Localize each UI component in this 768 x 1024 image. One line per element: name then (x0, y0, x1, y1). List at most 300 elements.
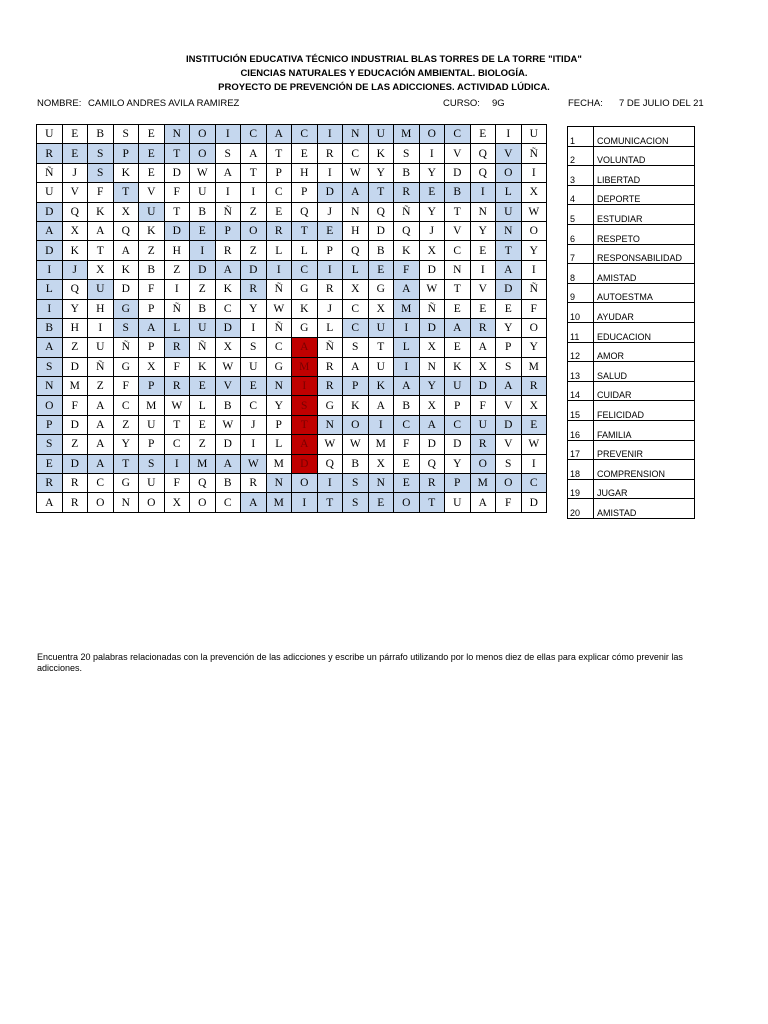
grid-cell: P (496, 338, 522, 357)
word-number: 10 (568, 303, 594, 323)
grid-cell: Y (496, 318, 522, 337)
grid-cell: V (445, 221, 471, 240)
word-number: 20 (568, 499, 594, 519)
grid-cell: X (521, 183, 547, 202)
grid-cell: A (241, 493, 267, 512)
grid-cell: K (368, 144, 394, 163)
grid-cell: I (215, 183, 241, 202)
grid-cell: Y (113, 435, 139, 454)
word-list-item (568, 342, 695, 362)
grid-cell: L (190, 396, 216, 415)
grid-cell: Ñ (394, 202, 420, 221)
grid-cell: W (521, 435, 547, 454)
grid-cell: A (394, 280, 420, 299)
grid-cell: Y (266, 396, 292, 415)
grid-cell: A (215, 163, 241, 182)
grid-row (37, 280, 547, 299)
word-list-item (568, 224, 695, 244)
grid-cell: M (368, 435, 394, 454)
grid-cell: O (343, 415, 369, 434)
grid-row (37, 125, 547, 144)
grid-cell: W (241, 454, 267, 473)
grid-cell: S (496, 357, 522, 376)
grid-cell: V (139, 183, 165, 202)
grid-cell: U (521, 125, 547, 144)
word-number: 11 (568, 322, 594, 342)
grid-cell: A (88, 221, 114, 240)
grid-cell: P (139, 435, 165, 454)
grid-cell: T (368, 183, 394, 202)
grid-cell: I (419, 144, 445, 163)
grid-cell: L (343, 260, 369, 279)
grid-cell: E (445, 299, 471, 318)
grid-cell: E (445, 338, 471, 357)
grid-cell: R (37, 474, 63, 493)
word-text: SALUD (594, 362, 695, 382)
grid-row (37, 377, 547, 396)
word-number: 15 (568, 401, 594, 421)
grid-cell: Q (317, 454, 343, 473)
grid-cell: F (62, 396, 88, 415)
grid-cell: I (521, 454, 547, 473)
grid-cell: U (88, 280, 114, 299)
word-list-item (568, 322, 695, 342)
grid-cell: C (215, 493, 241, 512)
grid-cell: U (88, 338, 114, 357)
grid-cell: E (368, 260, 394, 279)
word-search-grid (36, 124, 547, 513)
grid-cell: S (215, 144, 241, 163)
grid-cell: I (292, 377, 318, 396)
grid-cell: A (37, 221, 63, 240)
grid-cell: B (394, 396, 420, 415)
grid-cell: P (266, 415, 292, 434)
grid-cell: T (88, 241, 114, 260)
grid-cell: C (88, 474, 114, 493)
grid-cell: M (394, 125, 420, 144)
grid-cell: R (215, 241, 241, 260)
grid-cell: H (164, 241, 190, 260)
grid-cell: I (521, 260, 547, 279)
grid-cell: D (445, 435, 471, 454)
word-text: RESPONSABILIDAD (594, 244, 695, 264)
grid-cell: U (470, 415, 496, 434)
word-list-item (568, 283, 695, 303)
grid-cell: P (215, 221, 241, 240)
grid-cell: X (343, 280, 369, 299)
grid-cell: A (88, 396, 114, 415)
grid-cell: U (37, 125, 63, 144)
grid-cell: E (292, 144, 318, 163)
grid-cell: B (37, 318, 63, 337)
grid-cell: R (241, 474, 267, 493)
grid-cell: X (521, 396, 547, 415)
grid-cell: D (521, 493, 547, 512)
grid-cell: O (139, 493, 165, 512)
grid-cell: U (190, 318, 216, 337)
grid-cell: W (190, 163, 216, 182)
grid-cell: O (190, 125, 216, 144)
grid-cell: Y (419, 377, 445, 396)
grid-cell: D (164, 221, 190, 240)
grid-cell: S (343, 493, 369, 512)
grid-cell: X (139, 357, 165, 376)
word-list-item (568, 460, 695, 480)
grid-cell: Y (368, 163, 394, 182)
grid-cell: Y (521, 338, 547, 357)
grid-cell: A (37, 493, 63, 512)
grid-cell: O (496, 474, 522, 493)
grid-cell: X (62, 221, 88, 240)
grid-cell: C (292, 260, 318, 279)
grid-cell: I (241, 318, 267, 337)
grid-cell: A (394, 377, 420, 396)
grid-cell: F (113, 377, 139, 396)
grid-cell: F (394, 435, 420, 454)
grid-cell: A (215, 454, 241, 473)
grid-cell: E (394, 474, 420, 493)
grid-cell: U (37, 183, 63, 202)
grid-cell: I (88, 318, 114, 337)
grid-cell: R (62, 493, 88, 512)
word-text: AMISTAD (594, 499, 695, 519)
grid-cell: N (419, 357, 445, 376)
grid-cell: S (241, 338, 267, 357)
grid-row (37, 241, 547, 260)
grid-cell: N (113, 493, 139, 512)
grid-cell: T (266, 144, 292, 163)
grid-cell: I (164, 280, 190, 299)
grid-cell: L (394, 338, 420, 357)
grid-cell: R (317, 144, 343, 163)
grid-row (37, 260, 547, 279)
grid-cell: F (521, 299, 547, 318)
grid-cell: S (37, 357, 63, 376)
grid-cell: E (62, 144, 88, 163)
grid-cell: L (37, 280, 63, 299)
grid-cell: M (62, 377, 88, 396)
grid-row (37, 474, 547, 493)
grid-cell: J (62, 163, 88, 182)
grid-cell: A (88, 454, 114, 473)
grid-cell: A (496, 260, 522, 279)
grid-cell: D (368, 221, 394, 240)
grid-cell: H (343, 221, 369, 240)
grid-cell: E (190, 415, 216, 434)
word-number: 2 (568, 146, 594, 166)
grid-cell: G (113, 474, 139, 493)
grid-cell: I (317, 474, 343, 493)
grid-cell: A (292, 435, 318, 454)
grid-cell: S (292, 396, 318, 415)
grid-cell: N (343, 202, 369, 221)
grid-cell: E (521, 415, 547, 434)
grid-cell: X (368, 454, 394, 473)
grid-cell: V (62, 183, 88, 202)
grid-cell: G (113, 357, 139, 376)
grid-cell: A (470, 338, 496, 357)
grid-row (37, 493, 547, 512)
word-list-item (568, 166, 695, 186)
grid-cell: Q (343, 241, 369, 260)
grid-cell: X (164, 493, 190, 512)
grid-cell: I (164, 454, 190, 473)
grid-cell: I (241, 183, 267, 202)
grid-cell: C (113, 396, 139, 415)
date-value: 7 DE JULIO DEL 21 (619, 98, 704, 109)
grid-cell: Ñ (521, 280, 547, 299)
grid-cell: R (241, 280, 267, 299)
grid-cell: I (37, 299, 63, 318)
grid-cell: S (88, 163, 114, 182)
grid-cell: T (496, 241, 522, 260)
grid-cell: Z (62, 435, 88, 454)
word-number: 18 (568, 460, 594, 480)
grid-cell: O (190, 144, 216, 163)
word-text: ESTUDIAR (594, 205, 695, 225)
grid-cell: J (317, 299, 343, 318)
grid-cell: I (241, 435, 267, 454)
grid-cell: Q (190, 474, 216, 493)
word-list-item (568, 401, 695, 421)
grid-cell: X (215, 338, 241, 357)
grid-cell: Y (419, 202, 445, 221)
grid-cell: H (62, 318, 88, 337)
grid-cell: X (113, 202, 139, 221)
grid-cell: F (164, 183, 190, 202)
grid-cell: X (419, 241, 445, 260)
grid-cell: W (317, 435, 343, 454)
grid-cell: Ñ (266, 280, 292, 299)
grid-cell: G (292, 280, 318, 299)
grid-cell: Ñ (266, 318, 292, 337)
grid-cell: K (62, 241, 88, 260)
grid-cell: C (394, 415, 420, 434)
grid-cell: T (164, 202, 190, 221)
grid-cell: P (266, 163, 292, 182)
grid-cell: L (266, 241, 292, 260)
word-number: 6 (568, 224, 594, 244)
grid-cell: N (496, 221, 522, 240)
grid-cell: L (164, 318, 190, 337)
grid-cell: Z (62, 338, 88, 357)
grid-cell: T (445, 280, 471, 299)
grid-cell: U (241, 357, 267, 376)
grid-cell: K (113, 163, 139, 182)
grid-cell: F (164, 474, 190, 493)
grid-cell: D (470, 377, 496, 396)
grid-cell: X (470, 357, 496, 376)
grid-cell: D (164, 163, 190, 182)
grid-cell: C (241, 125, 267, 144)
grid-cell: C (292, 125, 318, 144)
grid-cell: R (266, 221, 292, 240)
grid-cell: J (317, 202, 343, 221)
grid-cell: R (37, 144, 63, 163)
grid-cell: D (62, 454, 88, 473)
grid-cell: F (139, 280, 165, 299)
school-title: INSTITUCIÓN EDUCATIVA TÉCNICO INDUSTRIAL BLAS TORRES DE LA TORRE "ITIDA" (186, 54, 582, 65)
grid-row (37, 415, 547, 434)
grid-cell: W (215, 357, 241, 376)
grid-cell: O (241, 221, 267, 240)
grid-cell: U (139, 415, 165, 434)
name-label: NOMBRE: (37, 98, 82, 109)
grid-cell: L (317, 318, 343, 337)
grid-row (37, 396, 547, 415)
grid-cell: M (190, 454, 216, 473)
grid-cell: V (496, 435, 522, 454)
grid-cell: I (190, 241, 216, 260)
grid-cell: C (241, 396, 267, 415)
grid-cell: S (496, 454, 522, 473)
grid-cell: K (394, 241, 420, 260)
grid-cell: R (470, 435, 496, 454)
date-label: FECHA: (568, 98, 603, 109)
grid-cell: A (113, 241, 139, 260)
grid-cell: Q (394, 221, 420, 240)
grid-cell: F (394, 260, 420, 279)
instructions: Encuentra 20 palabras relacionadas con la prevención de las adicciones y escribe un párrafo utilizando por lo menos diez de ellas para explicar cómo prevenir las adicciones. (37, 652, 683, 673)
grid-cell: D (37, 202, 63, 221)
grid-cell: D (496, 415, 522, 434)
word-list-item (568, 499, 695, 519)
grid-cell: D (419, 318, 445, 337)
grid-cell: E (241, 377, 267, 396)
grid-cell: X (88, 260, 114, 279)
grid-cell: N (164, 125, 190, 144)
grid-cell: A (292, 338, 318, 357)
grid-cell: D (62, 357, 88, 376)
grid-cell: C (343, 144, 369, 163)
grid-cell: V (496, 396, 522, 415)
word-list-item (568, 479, 695, 499)
grid-cell: F (470, 396, 496, 415)
grid-cell: U (496, 202, 522, 221)
word-list-item (568, 440, 695, 460)
grid-cell: Q (368, 202, 394, 221)
grid-cell: R (419, 474, 445, 493)
grid-cell: P (292, 183, 318, 202)
grid-cell: Ñ (317, 338, 343, 357)
grid-cell: S (37, 435, 63, 454)
grid-cell: T (113, 454, 139, 473)
grid-cell: Ñ (521, 144, 547, 163)
word-number: 3 (568, 166, 594, 186)
grid-row (37, 163, 547, 182)
word-list-item (568, 420, 695, 440)
grid-cell: Z (139, 241, 165, 260)
grid-cell: R (470, 318, 496, 337)
grid-cell: P (139, 338, 165, 357)
grid-cell: U (368, 357, 394, 376)
grid-cell: S (88, 144, 114, 163)
word-number: 17 (568, 440, 594, 460)
grid-cell: Z (88, 377, 114, 396)
project-title: PROYECTO DE PREVENCIÓN DE LAS ADICCIONES. ACTIVIDAD LÚDICA. (218, 82, 550, 93)
grid-cell: O (521, 318, 547, 337)
subject-title: CIENCIAS NATURALES Y EDUCACIÓN AMBIENTAL. BIOLOGÍA. (240, 68, 528, 79)
grid-cell: C (445, 415, 471, 434)
grid-cell: G (368, 280, 394, 299)
grid-cell: P (445, 474, 471, 493)
grid-cell: R (164, 338, 190, 357)
grid-cell: S (113, 318, 139, 337)
grid-row (37, 221, 547, 240)
word-list-item (568, 264, 695, 284)
grid-cell: L (496, 183, 522, 202)
grid-cell: Y (445, 454, 471, 473)
grid-cell: Y (470, 221, 496, 240)
word-number: 5 (568, 205, 594, 225)
word-number: 1 (568, 127, 594, 147)
grid-cell: X (419, 396, 445, 415)
grid-cell: O (521, 221, 547, 240)
grid-cell: P (139, 377, 165, 396)
grid-cell: U (368, 125, 394, 144)
grid-cell: T (292, 415, 318, 434)
grid-cell: W (343, 435, 369, 454)
grid-cell: Ñ (113, 338, 139, 357)
grid-cell: A (37, 338, 63, 357)
grid-cell: Q (419, 454, 445, 473)
grid-cell: M (292, 357, 318, 376)
grid-cell: U (445, 377, 471, 396)
grid-cell: P (113, 144, 139, 163)
grid-cell: A (215, 260, 241, 279)
grid-cell: W (343, 163, 369, 182)
grid-cell: I (215, 125, 241, 144)
word-number: 9 (568, 283, 594, 303)
grid-cell: P (317, 241, 343, 260)
grid-cell: T (241, 163, 267, 182)
grid-cell: L (266, 435, 292, 454)
grid-cell: U (139, 474, 165, 493)
grid-cell: G (266, 357, 292, 376)
grid-cell: I (317, 163, 343, 182)
grid-cell: K (88, 202, 114, 221)
word-text: JUGAR (594, 479, 695, 499)
word-text: FAMILIA (594, 420, 695, 440)
grid-cell: K (368, 377, 394, 396)
grid-cell: Q (113, 221, 139, 240)
grid-cell: G (113, 299, 139, 318)
grid-cell: D (292, 454, 318, 473)
grid-cell: I (470, 260, 496, 279)
grid-cell: C (266, 338, 292, 357)
word-list-item (568, 146, 695, 166)
word-text: COMUNICACION (594, 127, 695, 147)
grid-cell: M (394, 299, 420, 318)
grid-cell: P (139, 299, 165, 318)
grid-cell: K (343, 396, 369, 415)
grid-cell: W (164, 396, 190, 415)
grid-cell: T (292, 221, 318, 240)
grid-row (37, 338, 547, 357)
grid-cell: Z (241, 241, 267, 260)
grid-cell: R (317, 280, 343, 299)
grid-cell: X (419, 338, 445, 357)
grid-cell: T (164, 144, 190, 163)
word-text: CUIDAR (594, 381, 695, 401)
grid-cell: D (496, 280, 522, 299)
grid-cell: Ñ (215, 202, 241, 221)
grid-cell: B (190, 299, 216, 318)
grid-cell: K (292, 299, 318, 318)
grid-cell: A (343, 183, 369, 202)
grid-cell: E (368, 493, 394, 512)
grid-cell: Q (470, 144, 496, 163)
